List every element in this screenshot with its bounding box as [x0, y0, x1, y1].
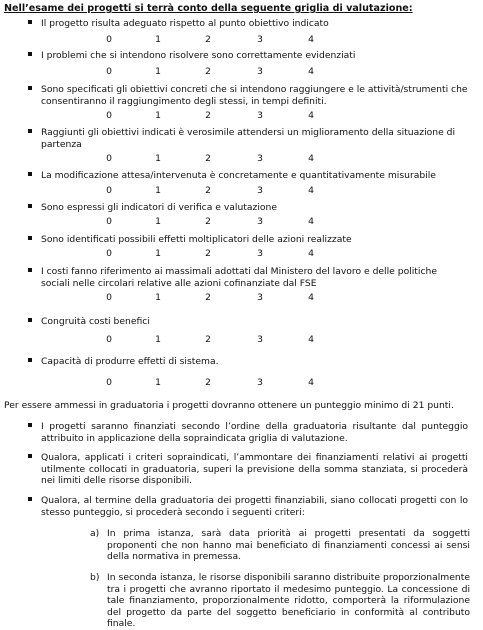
criterion-text: Sono identificati possibili effetti moltiplicatori delle azioni realizzate	[41, 234, 352, 245]
score-3: 3	[257, 377, 263, 388]
criterion-text: Capacità di produrre effetti di sistema.	[41, 356, 219, 367]
bullet-icon	[28, 318, 32, 322]
rule-text: Qualora, al termine della graduatoria dei progetti finanziabili, siano collocati progetti con lo stesso punteggio, si procederà secondo i seguenti criteri:	[41, 495, 468, 518]
score-scale	[0, 153, 483, 165]
bullet-icon	[28, 497, 32, 501]
score-4: 4	[308, 66, 314, 77]
minimum-score-paragraph: Per essere ammessi in graduatoria i progetti dovranno ottenere un punteggio minimo di 21 punti.	[4, 400, 454, 411]
score-2: 2	[205, 377, 211, 388]
score-scale	[0, 110, 483, 122]
score-3: 3	[257, 248, 263, 259]
score-4: 4	[308, 292, 314, 303]
bullet-icon	[28, 86, 32, 90]
bullet-icon	[28, 236, 32, 240]
score-4: 4	[308, 248, 314, 259]
score-3: 3	[257, 34, 263, 45]
score-4: 4	[308, 185, 314, 196]
score-1: 1	[155, 377, 161, 388]
subrule-text: In prima istanza, sarà data priorità ai progetti presentati da soggetti proponenti che non hanno mai beneficiato di finanziamenti concessi ai sensi della normativa in premessa.	[107, 528, 470, 562]
evaluation-grid-heading: Nell’esame dei progetti si terrà conto della seguente griglia di valutazione:	[4, 3, 413, 14]
score-4: 4	[308, 110, 314, 121]
score-3: 3	[257, 153, 263, 164]
score-3: 3	[257, 185, 263, 196]
score-0: 0	[106, 185, 112, 196]
score-0: 0	[106, 377, 112, 388]
criterion-text: Sono specificati gli obiettivi concreti che si intendono raggiungere e le attività/strumenti che consentiranno il raggiungimento degli stessi, in tempi definiti.	[41, 84, 468, 107]
score-3: 3	[257, 334, 263, 345]
score-4: 4	[308, 153, 314, 164]
score-2: 2	[205, 334, 211, 345]
score-2: 2	[205, 216, 211, 227]
score-1: 1	[155, 66, 161, 77]
bullet-icon	[28, 20, 32, 24]
score-0: 0	[106, 66, 112, 77]
bullet-icon	[28, 129, 32, 133]
criterion-text: I problemi che si intendono risolvere sono correttamente evidenziati	[41, 50, 356, 61]
score-1: 1	[155, 110, 161, 121]
score-0: 0	[106, 110, 112, 121]
score-4: 4	[308, 34, 314, 45]
score-1: 1	[155, 153, 161, 164]
score-scale	[0, 377, 483, 389]
bullet-icon	[28, 172, 32, 176]
score-1: 1	[155, 248, 161, 259]
score-scale	[0, 185, 483, 197]
score-1: 1	[155, 292, 161, 303]
score-scale	[0, 34, 483, 46]
bullet-icon	[28, 268, 32, 272]
score-2: 2	[205, 185, 211, 196]
score-scale	[0, 292, 483, 304]
score-2: 2	[205, 34, 211, 45]
score-0: 0	[106, 334, 112, 345]
score-2: 2	[205, 110, 211, 121]
rule-text: I progetti saranno finanziati secondo l’ordine della graduatoria risultante dal punteggio attribuito in applicazione della sopraindicata griglia di valutazione.	[41, 421, 468, 444]
bullet-icon	[28, 204, 32, 208]
bullet-icon	[28, 358, 32, 362]
criterion-text: Raggiunti gli obiettivi indicati è verosimile attendersi un miglioramento della situazione di partenza	[41, 127, 456, 150]
score-3: 3	[257, 110, 263, 121]
subrule-label: a)	[90, 528, 100, 539]
bullet-icon	[28, 52, 32, 56]
score-0: 0	[106, 34, 112, 45]
score-1: 1	[155, 34, 161, 45]
score-0: 0	[106, 248, 112, 259]
score-4: 4	[308, 377, 314, 388]
rule-text: Qualora, applicati i criteri sopraindicati, l’ammontare dei finanziamenti relativi ai progetti utilmente collocati in graduatoria, superi la previsione della somma stanziata, si procederà nei limiti delle risorse disponibili.	[41, 452, 468, 486]
score-scale	[0, 216, 483, 228]
score-3: 3	[257, 66, 263, 77]
criterion-text: La modificazione attesa/intervenuta è concretamente e quantitativamente misurabile	[41, 170, 436, 181]
score-2: 2	[205, 248, 211, 259]
score-scale	[0, 248, 483, 260]
subrule-label: b)	[90, 572, 100, 583]
score-4: 4	[308, 216, 314, 227]
score-2: 2	[205, 292, 211, 303]
score-0: 0	[106, 292, 112, 303]
subrule-text: In seconda istanza, le risorse disponibili saranno distribuite proporzionalmente tra i progetti che avranno riportato il medesimo punteggio. La concessione di tale finanziamento, proporzionalmente ridotto, comporterà la riformulazione del progetto da parte del soggetto beneficiario in conformità al contributo finale.	[107, 572, 470, 629]
score-scale	[0, 66, 483, 78]
score-0: 0	[106, 153, 112, 164]
score-2: 2	[205, 153, 211, 164]
score-0: 0	[106, 216, 112, 227]
score-3: 3	[257, 292, 263, 303]
score-3: 3	[257, 216, 263, 227]
score-1: 1	[155, 185, 161, 196]
score-4: 4	[308, 334, 314, 345]
bullet-icon	[28, 423, 32, 427]
criterion-text: Il progetto risulta adeguato rispetto al punto obiettivo indicato	[41, 18, 329, 29]
score-2: 2	[205, 66, 211, 77]
score-1: 1	[155, 334, 161, 345]
criterion-text: Sono espressi gli indicatori di verifica e valutazione	[41, 202, 277, 213]
score-scale	[0, 334, 483, 346]
bullet-icon	[28, 454, 32, 458]
criterion-text: Congruità costi benefici	[41, 316, 150, 327]
score-1: 1	[155, 216, 161, 227]
criterion-text: I costi fanno riferimento ai massimali adottati dal Ministero del lavoro e delle politiche sociali nelle circolari relative alle azioni cofinanziate dal FSE	[41, 266, 437, 289]
